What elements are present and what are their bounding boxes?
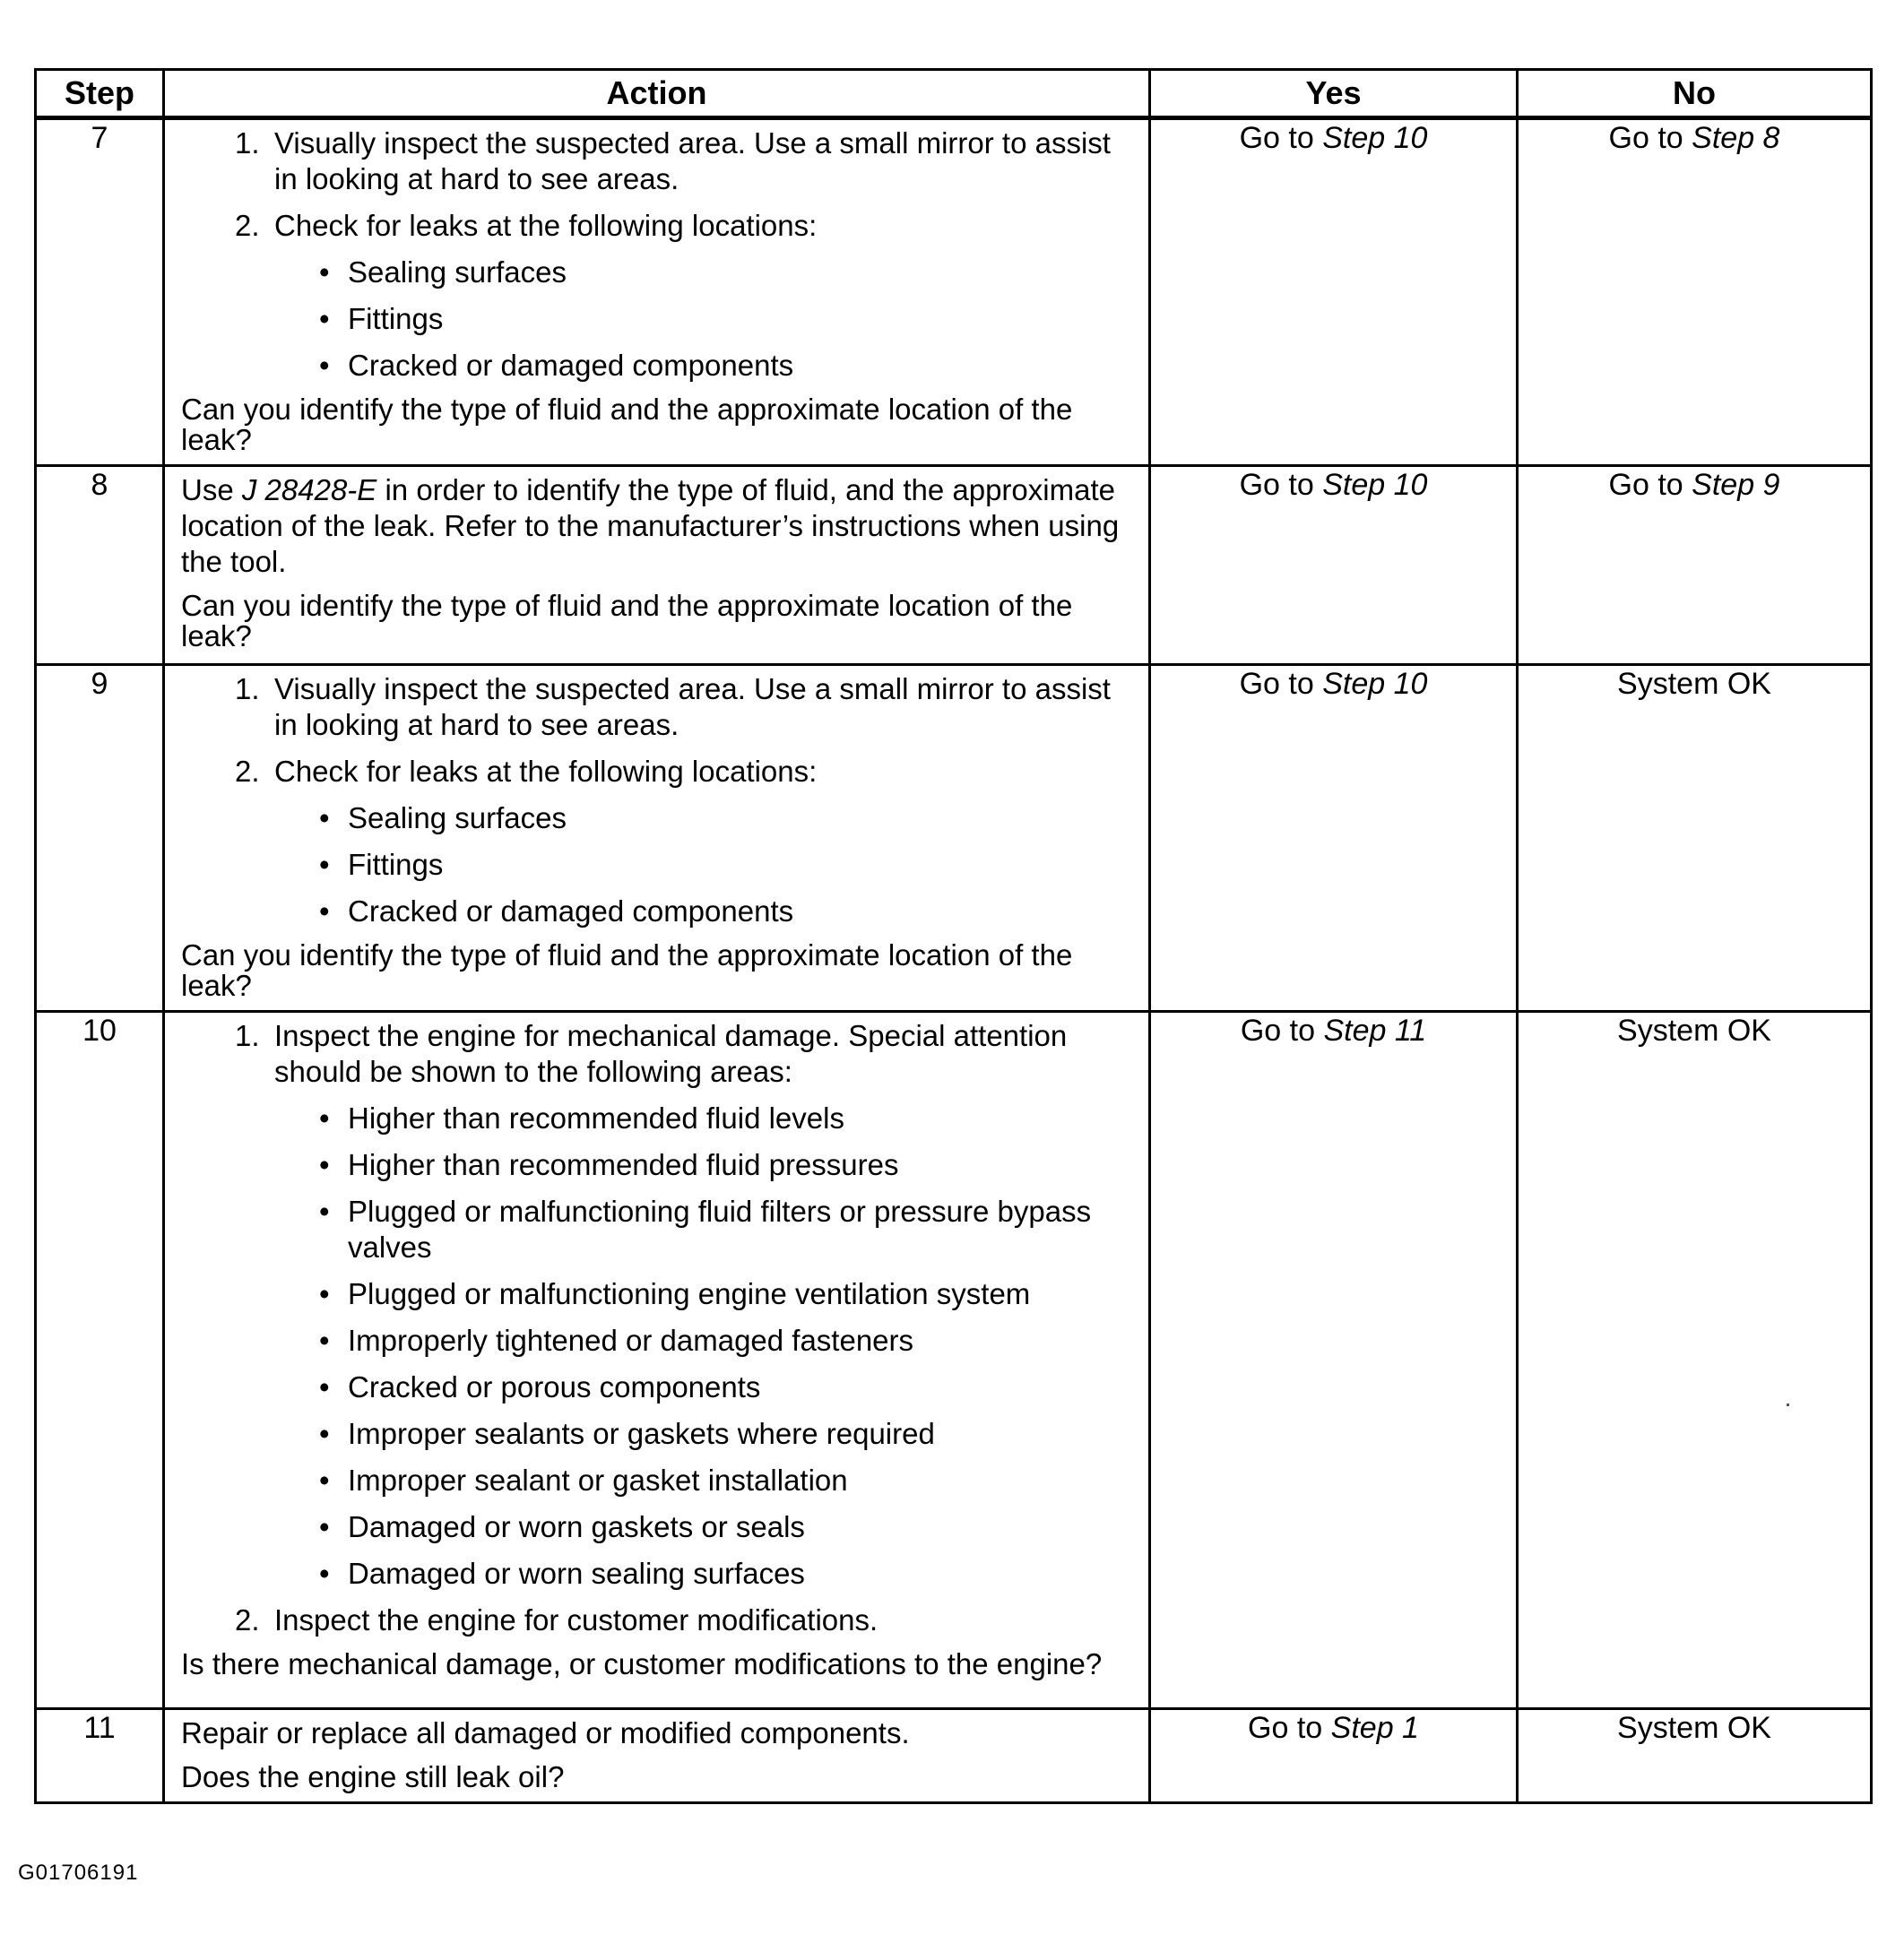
bullet-icon: • bbox=[319, 894, 330, 928]
no-cell bbox=[1518, 1709, 1872, 1803]
list-item-number: 1. bbox=[235, 672, 260, 705]
bullet-text: Plugged or malfunctioning engine ventilation system bbox=[348, 1277, 1031, 1310]
action-intro-rest: in order to identify the type of fluid, and the approximate location of the leak. Refer to the manufacturer’s instructions when using the tool. bbox=[181, 473, 1120, 578]
yes-cell bbox=[1150, 466, 1518, 665]
table-body bbox=[36, 118, 1872, 1803]
yes-step-reference: Step 11 bbox=[1323, 1014, 1427, 1048]
step-number: 9 bbox=[36, 665, 164, 1012]
bullet-icon: • bbox=[319, 1101, 330, 1135]
action-question: Is there mechanical damage, or customer modifications to the engine? bbox=[181, 1647, 1103, 1680]
action-cell bbox=[164, 1012, 1150, 1709]
action-cell bbox=[164, 1709, 1150, 1803]
bullet-item bbox=[319, 1509, 1132, 1545]
no-cell bbox=[1518, 466, 1872, 665]
bullet-icon: • bbox=[319, 1417, 330, 1450]
tool-reference: J 28428-E bbox=[241, 473, 377, 506]
yes-step-reference: Step 1 bbox=[1330, 1711, 1419, 1745]
bullet-icon: • bbox=[319, 349, 330, 382]
yes-result-text: Go to bbox=[1248, 1711, 1323, 1745]
header-yes: Yes bbox=[1150, 70, 1518, 118]
list-item-number: 2. bbox=[235, 755, 260, 788]
no-result-text: System OK bbox=[1617, 1711, 1771, 1745]
bullet-item bbox=[319, 1194, 1132, 1265]
list-item-text: Check for leaks at the following locations: bbox=[274, 755, 818, 788]
yes-step-reference: Step 10 bbox=[1322, 121, 1428, 155]
list-item bbox=[235, 671, 1132, 743]
action-intro-text: Use bbox=[181, 473, 234, 506]
bullet-item bbox=[319, 255, 1132, 290]
bullet-item bbox=[319, 1463, 1132, 1499]
yes-result-text: Go to bbox=[1239, 121, 1314, 155]
bullet-text: Damaged or worn gaskets or seals bbox=[348, 1510, 805, 1543]
no-result-text: Go to bbox=[1608, 468, 1683, 502]
bullet-icon: • bbox=[319, 1277, 330, 1310]
numbered-list bbox=[181, 1018, 1132, 1638]
bullet-text: Fittings bbox=[348, 848, 444, 881]
list-item-number: 1. bbox=[235, 1019, 260, 1052]
action-cell bbox=[164, 665, 1150, 1012]
bullet-item bbox=[319, 1276, 1132, 1312]
bullet-item bbox=[319, 1416, 1132, 1452]
header-no: No bbox=[1518, 70, 1872, 118]
no-result-text: System OK bbox=[1617, 1014, 1771, 1048]
list-item-number: 2. bbox=[235, 209, 260, 242]
list-item-text: Inspect the engine for mechanical damage. Special attention should be shown to the following areas: bbox=[274, 1019, 1068, 1088]
bullet-item bbox=[319, 1323, 1132, 1359]
diagnostic-table-container bbox=[34, 68, 1870, 1804]
bullet-text: Improperly tightened or damaged fasteners bbox=[348, 1324, 914, 1357]
action-cell bbox=[164, 118, 1150, 466]
action-question: Can you identify the type of fluid and the approximate location of the leak? bbox=[181, 589, 1073, 652]
scan-speck bbox=[1787, 1404, 1789, 1406]
bullet-text: Damaged or worn sealing surfaces bbox=[348, 1557, 805, 1590]
step-number: 8 bbox=[36, 466, 164, 665]
bullet-icon: • bbox=[319, 1195, 330, 1228]
header-action: Action bbox=[164, 70, 1150, 118]
list-item bbox=[235, 208, 1132, 384]
yes-result-text: Go to bbox=[1240, 1014, 1316, 1048]
table-row bbox=[36, 665, 1872, 1012]
no-result-text: Go to bbox=[1608, 121, 1683, 155]
bullet-text: Cracked or damaged components bbox=[348, 349, 794, 382]
no-step-reference: Step 8 bbox=[1692, 121, 1780, 155]
bullet-item bbox=[319, 894, 1132, 929]
bullet-icon: • bbox=[319, 255, 330, 289]
bullet-icon: • bbox=[319, 1370, 330, 1404]
bullet-list bbox=[274, 1101, 1132, 1592]
table-row bbox=[36, 466, 1872, 665]
bullet-list bbox=[274, 800, 1132, 929]
bullet-text: Cracked or porous components bbox=[348, 1370, 761, 1404]
action-question: Can you identify the type of fluid and the approximate location of the leak? bbox=[181, 393, 1073, 456]
table-header-row bbox=[36, 70, 1872, 118]
bullet-text: Sealing surfaces bbox=[348, 801, 567, 834]
table-row bbox=[36, 1709, 1872, 1803]
list-item-text: Visually inspect the suspected area. Use a small mirror to assist in looking at hard to see areas. bbox=[274, 672, 1111, 741]
bullet-text: Cracked or damaged components bbox=[348, 894, 794, 928]
figure-code: G01706191 bbox=[18, 1861, 139, 1885]
no-cell bbox=[1518, 665, 1872, 1012]
list-item-number: 2. bbox=[235, 1603, 260, 1637]
yes-cell bbox=[1150, 1012, 1518, 1709]
numbered-list bbox=[181, 125, 1132, 384]
yes-result-text: Go to bbox=[1239, 667, 1314, 701]
bullet-item bbox=[319, 847, 1132, 883]
bullet-icon: • bbox=[319, 1557, 330, 1590]
bullet-text: Improper sealants or gaskets where required bbox=[348, 1417, 935, 1450]
yes-step-reference: Step 10 bbox=[1322, 468, 1428, 502]
bullet-icon: • bbox=[319, 1464, 330, 1497]
yes-result-text: Go to bbox=[1239, 468, 1314, 502]
bullet-icon: • bbox=[319, 848, 330, 881]
yes-cell bbox=[1150, 1709, 1518, 1803]
table-row bbox=[36, 1012, 1872, 1709]
yes-cell bbox=[1150, 665, 1518, 1012]
bullet-item bbox=[319, 348, 1132, 384]
numbered-list bbox=[181, 671, 1132, 929]
bullet-item bbox=[319, 1101, 1132, 1136]
bullet-icon: • bbox=[319, 1148, 330, 1181]
bullet-icon: • bbox=[319, 1510, 330, 1543]
no-cell bbox=[1518, 1012, 1872, 1709]
diagnostic-table bbox=[34, 68, 1873, 1804]
action-question: Can you identify the type of fluid and the approximate location of the leak? bbox=[181, 938, 1073, 1002]
bullet-text: Sealing surfaces bbox=[348, 255, 567, 289]
bullet-item bbox=[319, 1556, 1132, 1592]
yes-cell bbox=[1150, 118, 1518, 466]
bullet-icon: • bbox=[319, 1324, 330, 1357]
list-item-number: 1. bbox=[235, 126, 260, 160]
action-question: Does the engine still leak oil? bbox=[181, 1760, 565, 1793]
table-row bbox=[36, 118, 1872, 466]
yes-step-reference: Step 10 bbox=[1322, 667, 1428, 701]
bullet-text: Fittings bbox=[348, 302, 444, 335]
list-item bbox=[235, 1018, 1132, 1592]
list-item bbox=[235, 754, 1132, 929]
no-step-reference: Step 9 bbox=[1692, 468, 1780, 502]
step-number: 7 bbox=[36, 118, 164, 466]
bullet-item bbox=[319, 800, 1132, 836]
bullet-item bbox=[319, 1147, 1132, 1183]
list-item bbox=[235, 1602, 1132, 1638]
bullet-text: Higher than recommended fluid levels bbox=[348, 1101, 844, 1135]
bullet-text: Improper sealant or gasket installation bbox=[348, 1464, 848, 1497]
step-number: 11 bbox=[36, 1709, 164, 1803]
no-cell bbox=[1518, 118, 1872, 466]
header-step: Step bbox=[36, 70, 164, 118]
bullet-item bbox=[319, 1369, 1132, 1405]
list-item-text: Inspect the engine for customer modifications. bbox=[274, 1603, 878, 1637]
bullet-item bbox=[319, 301, 1132, 337]
action-intro-text: Repair or replace all damaged or modified components. bbox=[181, 1716, 910, 1749]
list-item-text: Visually inspect the suspected area. Use a small mirror to assist in looking at hard to see areas. bbox=[274, 126, 1111, 195]
list-item bbox=[235, 125, 1132, 197]
bullet-text: Higher than recommended fluid pressures bbox=[348, 1148, 899, 1181]
bullet-list bbox=[274, 255, 1132, 384]
no-result-text: System OK bbox=[1617, 667, 1771, 701]
action-intro bbox=[181, 1715, 1132, 1751]
bullet-icon: • bbox=[319, 302, 330, 335]
bullet-icon: • bbox=[319, 801, 330, 834]
bullet-text: Plugged or malfunctioning fluid filters or pressure bypass valves bbox=[348, 1195, 1092, 1264]
action-cell bbox=[164, 466, 1150, 665]
action-intro bbox=[181, 472, 1132, 580]
step-number: 10 bbox=[36, 1012, 164, 1709]
list-item-text: Check for leaks at the following locations: bbox=[274, 209, 818, 242]
